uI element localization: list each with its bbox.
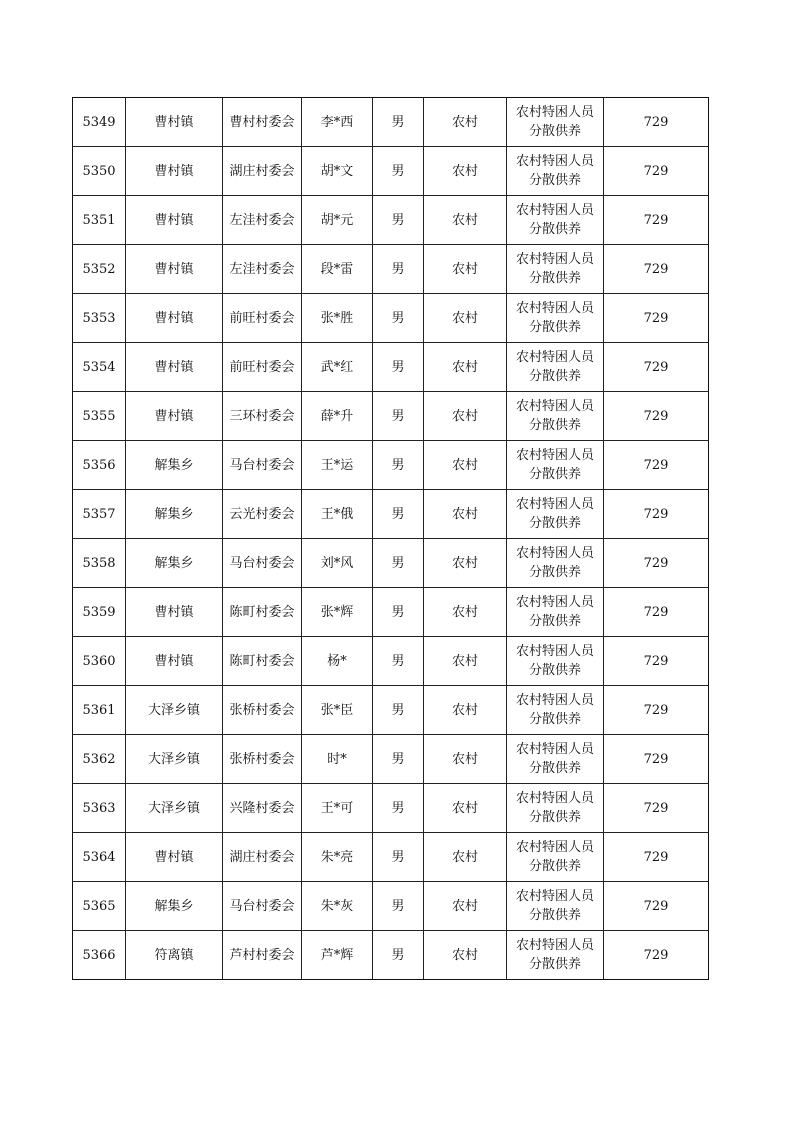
- village-committee-cell: [223, 98, 302, 147]
- assistance-category-cell: [507, 392, 604, 441]
- town-cell: 曹村镇: [126, 833, 223, 882]
- town-cell: 解集乡: [126, 539, 223, 588]
- amount-cell: 729: [604, 98, 709, 147]
- gender-cell: 男: [373, 490, 424, 539]
- assistance-category-cell-text: 农村特困人员分散供养: [515, 399, 594, 433]
- gender-cell: 男: [373, 98, 424, 147]
- row-number-cell: 5358: [73, 539, 126, 588]
- assistance-category-cell: [507, 539, 604, 588]
- gender-cell: 男: [373, 931, 424, 980]
- assistance-category-cell: [507, 196, 604, 245]
- row-number-cell: 5355: [73, 392, 126, 441]
- amount-cell: 729: [604, 784, 709, 833]
- row-number-cell: 5353: [73, 294, 126, 343]
- person-name-cell: 薛*升: [302, 392, 373, 441]
- area-type-cell: 农村: [424, 343, 507, 392]
- amount-cell: 729: [604, 931, 709, 980]
- gender-cell: 男: [373, 147, 424, 196]
- assistance-category-cell: [507, 147, 604, 196]
- person-name-cell: 王*俄: [302, 490, 373, 539]
- amount-cell: 729: [604, 686, 709, 735]
- person-name-cell: 朱*灰: [302, 882, 373, 931]
- area-type-cell: 农村: [424, 98, 507, 147]
- person-name-cell: 张*胜: [302, 294, 373, 343]
- gender-cell: 男: [373, 294, 424, 343]
- area-type-cell: 农村: [424, 147, 507, 196]
- town-cell: 大泽乡镇: [126, 686, 223, 735]
- table-row: [73, 539, 709, 588]
- assistance-category-cell: [507, 343, 604, 392]
- village-committee-cell-text: 陈町村委会: [229, 653, 295, 669]
- village-committee-cell-text: 兴隆村委会: [229, 800, 295, 816]
- row-number-cell: 5361: [73, 686, 126, 735]
- table-row: [73, 735, 709, 784]
- gender-cell: 男: [373, 882, 424, 931]
- village-committee-cell: [223, 931, 302, 980]
- assistance-category-cell-text: 农村特困人员分散供养: [515, 840, 594, 874]
- village-committee-cell-text: 马台村委会: [229, 457, 295, 473]
- assistance-category-cell: [507, 637, 604, 686]
- village-committee-cell: [223, 588, 302, 637]
- gender-cell: 男: [373, 343, 424, 392]
- area-type-cell: 农村: [424, 441, 507, 490]
- amount-cell: 729: [604, 147, 709, 196]
- assistance-category-cell-text: 农村特困人员分散供养: [515, 791, 594, 825]
- village-committee-cell: [223, 294, 302, 343]
- village-committee-cell: [223, 735, 302, 784]
- village-committee-cell-text: 左洼村委会: [229, 212, 295, 228]
- assistance-category-cell-text: 农村特困人员分散供养: [515, 742, 594, 776]
- village-committee-cell: [223, 882, 302, 931]
- assistance-category-cell-text: 农村特困人员分散供养: [515, 301, 594, 335]
- table-row: [73, 931, 709, 980]
- assistance-category-cell: [507, 245, 604, 294]
- row-number-cell: 5362: [73, 735, 126, 784]
- table-row: [73, 196, 709, 245]
- town-cell: 解集乡: [126, 882, 223, 931]
- roster-body: [73, 98, 709, 980]
- assistance-category-cell-text: 农村特困人员分散供养: [515, 595, 594, 629]
- village-committee-cell-text: 湖庄村委会: [229, 163, 295, 179]
- village-committee-cell: [223, 147, 302, 196]
- table-row: [73, 392, 709, 441]
- village-committee-cell: [223, 392, 302, 441]
- area-type-cell: 农村: [424, 245, 507, 294]
- table-row: [73, 147, 709, 196]
- area-type-cell: 农村: [424, 490, 507, 539]
- person-name-cell: 刘*风: [302, 539, 373, 588]
- town-cell: 曹村镇: [126, 588, 223, 637]
- row-number-cell: 5351: [73, 196, 126, 245]
- table-row: [73, 294, 709, 343]
- gender-cell: 男: [373, 784, 424, 833]
- village-committee-cell: [223, 245, 302, 294]
- village-committee-cell-text: 三环村委会: [229, 408, 295, 424]
- assistance-category-cell: [507, 98, 604, 147]
- row-number-cell: 5359: [73, 588, 126, 637]
- gender-cell: 男: [373, 539, 424, 588]
- assistance-category-cell-text: 农村特困人员分散供养: [515, 252, 594, 286]
- person-name-cell: 王*可: [302, 784, 373, 833]
- amount-cell: 729: [604, 441, 709, 490]
- row-number-cell: 5357: [73, 490, 126, 539]
- town-cell: 曹村镇: [126, 245, 223, 294]
- gender-cell: 男: [373, 392, 424, 441]
- person-name-cell: 胡*文: [302, 147, 373, 196]
- person-name-cell: 杨*: [302, 637, 373, 686]
- row-number-cell: 5352: [73, 245, 126, 294]
- person-name-cell: 段*雷: [302, 245, 373, 294]
- area-type-cell: 农村: [424, 686, 507, 735]
- table-row: [73, 343, 709, 392]
- town-cell: 符离镇: [126, 931, 223, 980]
- village-committee-cell: [223, 784, 302, 833]
- assistance-category-cell: [507, 882, 604, 931]
- table-row: [73, 833, 709, 882]
- assistance-category-cell: [507, 686, 604, 735]
- row-number-cell: 5364: [73, 833, 126, 882]
- village-committee-cell: [223, 490, 302, 539]
- assistance-category-cell: [507, 441, 604, 490]
- village-committee-cell-text: 芦村村委会: [229, 947, 295, 963]
- person-name-cell: 武*红: [302, 343, 373, 392]
- gender-cell: 男: [373, 833, 424, 882]
- amount-cell: 729: [604, 392, 709, 441]
- amount-cell: 729: [604, 882, 709, 931]
- assistance-category-cell-text: 农村特困人员分散供养: [515, 448, 594, 482]
- assistance-category-cell-text: 农村特困人员分散供养: [515, 546, 594, 580]
- amount-cell: 729: [604, 490, 709, 539]
- assistance-category-cell: [507, 784, 604, 833]
- area-type-cell: 农村: [424, 294, 507, 343]
- table-row: [73, 882, 709, 931]
- town-cell: 大泽乡镇: [126, 735, 223, 784]
- person-name-cell: 时*: [302, 735, 373, 784]
- assistance-roster-table: [72, 97, 709, 980]
- village-committee-cell: [223, 833, 302, 882]
- area-type-cell: 农村: [424, 392, 507, 441]
- village-committee-cell: [223, 441, 302, 490]
- village-committee-cell-text: 湖庄村委会: [229, 849, 295, 865]
- village-committee-cell-text: 张桥村委会: [229, 702, 295, 718]
- gender-cell: 男: [373, 196, 424, 245]
- town-cell: 曹村镇: [126, 294, 223, 343]
- village-committee-cell: [223, 539, 302, 588]
- person-name-cell: 张*辉: [302, 588, 373, 637]
- table-row: [73, 784, 709, 833]
- area-type-cell: 农村: [424, 539, 507, 588]
- town-cell: 大泽乡镇: [126, 784, 223, 833]
- amount-cell: 729: [604, 245, 709, 294]
- row-number-cell: 5350: [73, 147, 126, 196]
- amount-cell: 729: [604, 637, 709, 686]
- assistance-category-cell-text: 农村特困人员分散供养: [515, 350, 594, 384]
- town-cell: 曹村镇: [126, 343, 223, 392]
- area-type-cell: 农村: [424, 637, 507, 686]
- gender-cell: 男: [373, 686, 424, 735]
- area-type-cell: 农村: [424, 588, 507, 637]
- village-committee-cell: [223, 637, 302, 686]
- area-type-cell: 农村: [424, 931, 507, 980]
- assistance-category-cell-text: 农村特困人员分散供养: [515, 203, 594, 237]
- assistance-category-cell: [507, 588, 604, 637]
- person-name-cell: 张*臣: [302, 686, 373, 735]
- assistance-category-cell: [507, 931, 604, 980]
- row-number-cell: 5354: [73, 343, 126, 392]
- assistance-category-cell-text: 农村特困人员分散供养: [515, 154, 594, 188]
- amount-cell: 729: [604, 539, 709, 588]
- table-row: [73, 441, 709, 490]
- village-committee-cell-text: 曹村村委会: [229, 114, 295, 130]
- area-type-cell: 农村: [424, 735, 507, 784]
- row-number-cell: 5365: [73, 882, 126, 931]
- gender-cell: 男: [373, 245, 424, 294]
- table-row: [73, 490, 709, 539]
- assistance-category-cell: [507, 833, 604, 882]
- gender-cell: 男: [373, 637, 424, 686]
- area-type-cell: 农村: [424, 196, 507, 245]
- village-committee-cell-text: 马台村委会: [229, 555, 295, 571]
- table-row: [73, 245, 709, 294]
- amount-cell: 729: [604, 196, 709, 245]
- gender-cell: 男: [373, 441, 424, 490]
- town-cell: 曹村镇: [126, 147, 223, 196]
- assistance-category-cell-text: 农村特困人员分散供养: [515, 938, 594, 972]
- village-committee-cell-text: 前旺村委会: [229, 359, 295, 375]
- amount-cell: 729: [604, 833, 709, 882]
- gender-cell: 男: [373, 588, 424, 637]
- village-committee-cell-text: 云光村委会: [229, 506, 295, 522]
- assistance-category-cell-text: 农村特困人员分散供养: [515, 644, 594, 678]
- person-name-cell: 李*西: [302, 98, 373, 147]
- village-committee-cell-text: 张桥村委会: [229, 751, 295, 767]
- row-number-cell: 5363: [73, 784, 126, 833]
- amount-cell: 729: [604, 735, 709, 784]
- table-row: [73, 588, 709, 637]
- assistance-category-cell: [507, 490, 604, 539]
- person-name-cell: 朱*亮: [302, 833, 373, 882]
- assistance-category-cell-text: 农村特困人员分散供养: [515, 105, 594, 139]
- assistance-category-cell: [507, 735, 604, 784]
- town-cell: 曹村镇: [126, 392, 223, 441]
- assistance-category-cell: [507, 294, 604, 343]
- village-committee-cell-text: 马台村委会: [229, 898, 295, 914]
- amount-cell: 729: [604, 588, 709, 637]
- village-committee-cell: [223, 343, 302, 392]
- village-committee-cell-text: 前旺村委会: [229, 310, 295, 326]
- area-type-cell: 农村: [424, 882, 507, 931]
- table-row: [73, 98, 709, 147]
- row-number-cell: 5360: [73, 637, 126, 686]
- row-number-cell: 5356: [73, 441, 126, 490]
- amount-cell: 729: [604, 294, 709, 343]
- amount-cell: 729: [604, 343, 709, 392]
- gender-cell: 男: [373, 735, 424, 784]
- town-cell: 曹村镇: [126, 637, 223, 686]
- person-name-cell: 芦*辉: [302, 931, 373, 980]
- area-type-cell: 农村: [424, 784, 507, 833]
- table-row: [73, 637, 709, 686]
- table-row: [73, 686, 709, 735]
- assistance-category-cell-text: 农村特困人员分散供养: [515, 889, 594, 923]
- row-number-cell: 5366: [73, 931, 126, 980]
- town-cell: 解集乡: [126, 441, 223, 490]
- person-name-cell: 胡*元: [302, 196, 373, 245]
- person-name-cell: 王*运: [302, 441, 373, 490]
- town-cell: 曹村镇: [126, 98, 223, 147]
- town-cell: 解集乡: [126, 490, 223, 539]
- village-committee-cell: [223, 196, 302, 245]
- village-committee-cell: [223, 686, 302, 735]
- village-committee-cell-text: 左洼村委会: [229, 261, 295, 277]
- assistance-category-cell-text: 农村特困人员分散供养: [515, 497, 594, 531]
- town-cell: 曹村镇: [126, 196, 223, 245]
- row-number-cell: 5349: [73, 98, 126, 147]
- village-committee-cell-text: 陈町村委会: [229, 604, 295, 620]
- area-type-cell: 农村: [424, 833, 507, 882]
- assistance-category-cell-text: 农村特困人员分散供养: [515, 693, 594, 727]
